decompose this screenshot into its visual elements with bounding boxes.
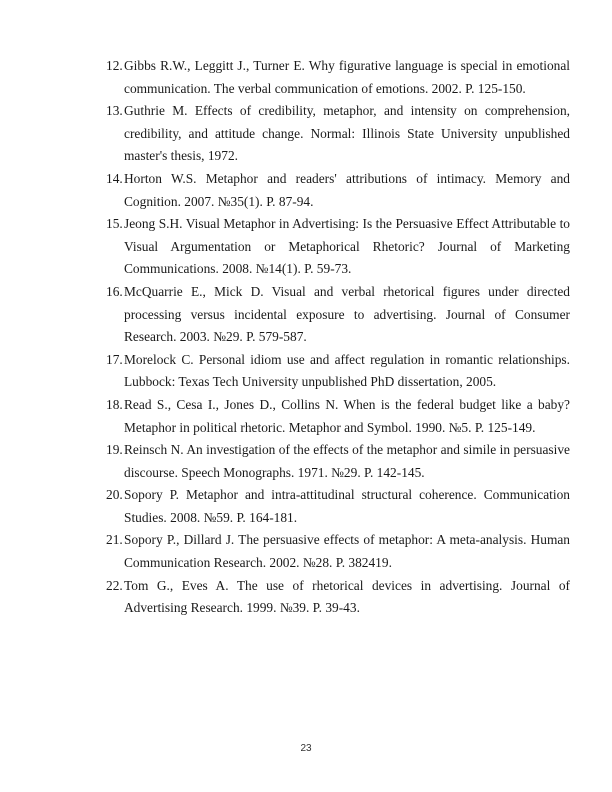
reference-number: 12. <box>106 58 123 73</box>
reference-item <box>106 529 570 574</box>
reference-text: Jeong S.H. Visual Metaphor in Advertising: Is the Persuasive Effect Attributable to Visual Argumentation or Metaphorical Rhetoric? Journal of Marketing Communications. 2008. №14(1). P. 59-73. <box>124 216 570 277</box>
reference-item <box>106 213 570 281</box>
reference-number: 15. <box>106 216 123 232</box>
reference-number: 20. <box>106 487 123 503</box>
reference-item <box>106 168 570 213</box>
reference-number: 22. <box>106 577 123 593</box>
reference-text: Guthrie M. Effects of credibility, metaphor, and intensity on comprehension, credibility, and attitude change. Normal: Illinois State University unpublished master's thesis, 1972. <box>124 103 570 164</box>
reference-number: 16. <box>106 283 123 299</box>
reference-item <box>106 281 570 349</box>
reference-text: Horton W.S. Metaphor and readers' attributions of intimacy. Memory and Cognition. 2007. №35(1). P. 87-94. <box>124 170 570 209</box>
reference-text: Gibbs R.W., Leggitt J., Turner E. Why figurative language is special in emotional communication. The verbal communication of emotions. 2002. P. 125-150. <box>124 58 570 96</box>
reference-text: Read S., Cesa I., Jones D., Collins N. When is the federal budget like a baby? Metaphor in political rhetoric. Metaphor and Symbol. 1990. №5. P. 125-149. <box>124 396 570 435</box>
reference-number: 17. <box>106 351 123 367</box>
reference-number: 21. <box>106 532 123 548</box>
reference-list <box>106 55 570 620</box>
reference-text: Sopory P., Dillard J. The persuasive effects of metaphor: A meta-analysis. Human Communication Research. 2002. №28. P. 382419. <box>124 532 570 571</box>
reference-number: 18. <box>106 396 123 412</box>
reference-text: Sopory P. Metaphor and intra-attitudinal structural coherence. Communication Studies. 2008. №59. P. 164-181. <box>124 487 570 525</box>
reference-number: 19. <box>106 442 123 458</box>
reference-item <box>106 100 570 168</box>
page-number: 23 <box>300 743 312 754</box>
reference-item <box>106 394 570 439</box>
reference-number: 14. <box>106 170 123 186</box>
reference-text: Reinsch N. An investigation of the effects of the metaphor and simile in persuasive discourse. Speech Monographs. 1971. №29. P. 142-145. <box>124 442 570 480</box>
reference-item <box>106 439 570 484</box>
reference-text: Tom G., Eves A. The use of rhetorical devices in advertising. Journal of Advertising Research. 1999. №39. P. 39-43. <box>124 577 570 616</box>
reference-text: McQuarrie E., Mick D. Visual and verbal rhetorical figures under directed processing versus incidental exposure to advertising. Journal of Consumer Research. 2003. №29. P. 579-587. <box>124 283 570 345</box>
reference-item <box>106 349 570 394</box>
reference-text: Morelock C. Personal idiom use and affect regulation in romantic relationships. Lubbock: Texas Tech University unpublished PhD dissertation, 2005. <box>124 351 570 390</box>
reference-number: 13. <box>106 103 123 119</box>
reference-item <box>106 55 570 100</box>
reference-item <box>106 484 570 529</box>
reference-item <box>106 575 570 620</box>
